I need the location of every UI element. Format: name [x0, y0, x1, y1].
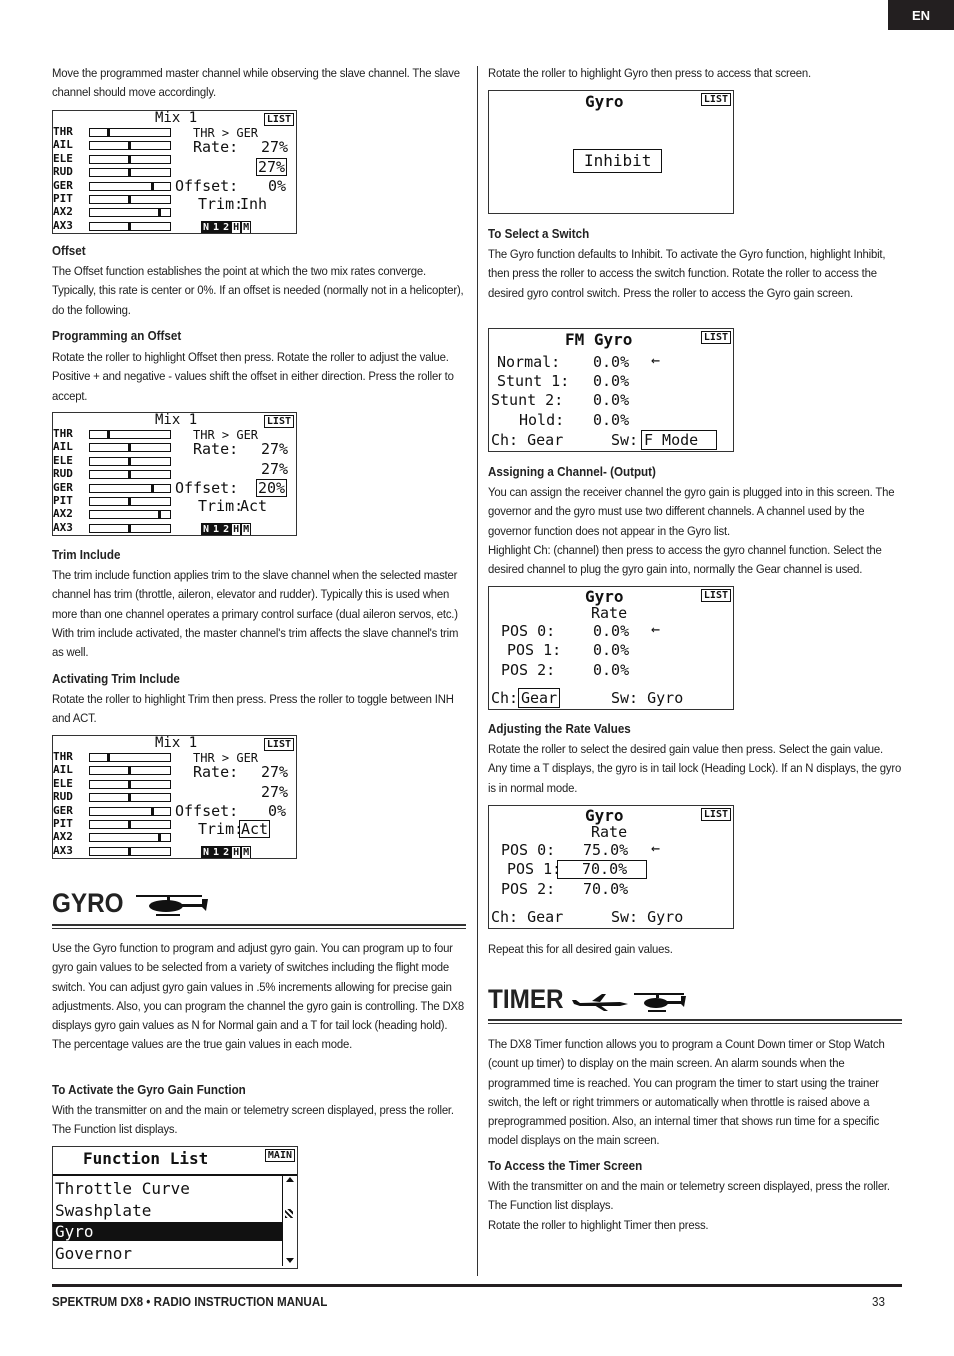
channel-bar	[89, 168, 171, 177]
flight-mode-m: M	[243, 222, 250, 233]
paragraph-adjust-rate: Rotate the roller to select the desired gain value then press. Select the gain value. Any time a T displays, the gyro is in tail lock (Heading Lock). If an N displays, the gyro is in normal mode.	[488, 742, 902, 795]
scroll-thumb[interactable]	[285, 1209, 293, 1218]
fm-row-hold-label: Hold:	[519, 411, 565, 429]
channel-label-ger: GER	[53, 178, 73, 192]
channel-label: Ch:	[491, 689, 519, 707]
rate-value-2[interactable]: 27%	[258, 158, 286, 176]
channel-label-thr: THR	[53, 750, 73, 763]
rate-value-2: 27%	[261, 460, 289, 478]
pos2-value[interactable]: 70.0%	[583, 880, 629, 898]
channel-label-pit: PIT	[53, 494, 73, 507]
channel-label-pit: PIT	[53, 817, 73, 830]
timer-rule-thin	[488, 1023, 902, 1024]
pos0-value[interactable]: 0.0%	[593, 622, 630, 640]
main-badge: MAIN	[265, 1149, 295, 1162]
gyro-title: Gyro	[585, 806, 624, 825]
flight-mode-m: M	[243, 524, 250, 535]
offset-value[interactable]: 20%	[258, 479, 286, 497]
channel-bar	[89, 195, 171, 204]
channel-bar	[89, 780, 171, 789]
fm-row-hold-value[interactable]: 0.0%	[593, 411, 630, 429]
mix-title: Mix 1	[155, 735, 198, 751]
channel-label-ail: AIL	[53, 440, 73, 454]
timer-rule	[488, 1019, 902, 1021]
fm-row-stunt2-label: Stunt 2:	[491, 391, 564, 409]
function-list-screen	[52, 1146, 298, 1269]
channel-bar	[89, 807, 171, 816]
trim-label: Trim:	[198, 820, 244, 838]
channel-gear[interactable]: Ch: Gear	[491, 908, 564, 926]
channel-label-ax2: AX2	[53, 205, 73, 219]
channel-bar	[89, 208, 171, 217]
paragraph-repeat: Repeat this for all desired gain values.	[488, 942, 673, 956]
paragraph-assign-channel: You can assign the receiver channel the gyro gain is plugged into in this screen. The governor and the gyro must use two different channels. A channel used by the governor function does not appear in the Gyro list.	[488, 485, 895, 538]
footer-manual-title: SPEKTRUM DX8 • RADIO INSTRUCTION MANUAL	[52, 1295, 328, 1309]
pos2-label: POS 2:	[501, 880, 556, 898]
list-badge: LIST	[701, 589, 731, 602]
footer-rule	[52, 1284, 902, 1287]
pos1-value[interactable]: 0.0%	[593, 641, 630, 659]
channel-bar	[89, 820, 171, 829]
rate-label: Rate:	[193, 138, 239, 156]
flight-mode-indicator	[201, 840, 251, 859]
pos0-label: POS 0:	[501, 622, 556, 640]
mix-title: Mix 1	[155, 110, 198, 126]
paragraph-activating-trim: Rotate the roller to highlight Trim then press. Press the roller to toggle between INH and ACT.	[52, 692, 454, 726]
gyro-rule	[52, 924, 466, 926]
channel-bar	[89, 430, 171, 439]
selection-arrow-icon: ←	[651, 839, 661, 857]
mix-screen-1	[52, 110, 297, 234]
fm-row-stunt1-label: Stunt 1:	[497, 372, 570, 390]
scrollbar[interactable]	[282, 1175, 296, 1266]
selection-arrow-icon: ←	[651, 351, 661, 369]
mix-channels: THR > GER	[193, 126, 259, 140]
scroll-up-icon[interactable]	[286, 1177, 294, 1182]
channel-bar	[89, 497, 171, 506]
mix-title: Mix 1	[155, 412, 198, 428]
trim-label: Trim:	[198, 497, 244, 515]
paragraph-access-timer: With the transmitter on and the main or telemetry screen displayed, press the roller. The Function list displays.	[488, 1179, 890, 1213]
pos2-value[interactable]: 0.0%	[593, 661, 630, 679]
fm-gyro-title: FM Gyro	[565, 330, 633, 349]
list-badge: LIST	[701, 808, 731, 821]
flight-mode-1: 1	[213, 847, 220, 858]
pos1-label: POS 1:	[507, 641, 562, 659]
channel-bar	[89, 524, 171, 533]
channel-label-rud: RUD	[53, 165, 73, 179]
trim-value: Inh	[240, 195, 268, 213]
channel-gear[interactable]: Gear	[518, 688, 560, 708]
paragraph-offset: The Offset function establishes the point at which the two mix rates converge. Typically, this rate is center or 0%. If an offset is needed (normally not in a helicopter), do the following.	[52, 264, 464, 317]
heading-assign-channel: Assigning a Channel- (Output)	[488, 465, 656, 479]
selection-arrow-icon: ←	[651, 620, 661, 638]
channel-label-ele: ELE	[53, 151, 73, 165]
list-badge: LIST	[701, 331, 731, 344]
flight-mode-n: N	[203, 524, 210, 535]
offset-label: Offset:	[175, 802, 239, 820]
channel-label-ax2: AX2	[53, 830, 73, 844]
scroll-down-icon[interactable]	[286, 1258, 294, 1263]
pos2-label: POS 2:	[501, 661, 556, 679]
channel-label-ail: AIL	[53, 138, 73, 152]
channel-label-ax3: AX3	[53, 843, 73, 857]
channel-bar	[89, 470, 171, 479]
mix-channels: THR > GER	[193, 428, 259, 442]
pos0-label: POS 0:	[501, 841, 556, 859]
paragraph-programming-offset: Rotate the roller to highlight Offset then press. Rotate the roller to adjust the value. Positive + and negative - values shift the offset in either direction. Press the roller to accept.	[52, 350, 454, 403]
flight-mode-h: H	[233, 847, 240, 858]
channel-label-ele: ELE	[53, 776, 73, 790]
flight-mode-1: 1	[213, 222, 220, 233]
flight-mode-indicator	[201, 215, 251, 234]
trim-label: Trim:	[198, 195, 244, 213]
rate-label: Rate:	[193, 440, 239, 458]
flight-mode-n: N	[203, 847, 210, 858]
rate-value-1: 27%	[261, 763, 289, 781]
gyro-title: Gyro	[585, 92, 624, 111]
fm-row-normal-value[interactable]: 0.0%	[593, 353, 630, 371]
channel-bar	[89, 484, 171, 493]
list-badge: LIST	[264, 113, 294, 126]
rate-subtitle: Rate	[591, 823, 628, 841]
flight-mode-n: N	[203, 222, 210, 233]
heading-access-timer: To Access the Timer Screen	[488, 1159, 643, 1173]
section-title-timer: TIMER	[488, 984, 564, 1014]
switch-gyro[interactable]: Sw: Gyro	[611, 908, 684, 926]
helicopter-icon	[128, 893, 210, 919]
channel-label-ax2: AX2	[53, 507, 73, 521]
paragraph-activate-gyro: With the transmitter on and the main or telemetry screen displayed, press the roller. The Function list displays.	[52, 1103, 454, 1137]
flight-mode-1: 1	[213, 524, 220, 535]
channel-label-ax3: AX3	[53, 520, 73, 534]
heading-programming-offset: Programming an Offset	[52, 329, 182, 343]
trim-value[interactable]: Act	[241, 820, 269, 838]
channel-bar	[89, 457, 171, 466]
channel-bar	[89, 443, 171, 452]
rate-value-1: 27%	[261, 440, 289, 458]
function-item-gyro[interactable]: Gyro	[53, 1222, 282, 1241]
flight-mode-2: 2	[223, 222, 230, 233]
channel-bar	[89, 833, 171, 842]
function-item-governor[interactable]: Governor	[55, 1244, 133, 1263]
paragraph-assign-channel-2: Highlight Ch: (channel) then press to access the gyro channel function. Select the desired channel to plug the gyro gain into, normally the Gear channel is used.	[488, 543, 882, 577]
trim-value: Act	[240, 497, 268, 515]
heading-activating-trim: Activating Trim Include	[52, 672, 180, 686]
flight-mode-m: M	[243, 847, 250, 858]
paragraph-trim-include: The trim include function applies trim to the slave channel when the selected master channel has trim (throttle, aileron, elevator and rudder). Typically this is used when more than one channel operates a primary control surface (dual aileron servos, etc.) With trim include activated, the master channel's trim affects the slave channel's trim as well.	[52, 568, 459, 660]
function-item-throttle-curve[interactable]: Throttle Curve	[55, 1179, 190, 1198]
function-item-swashplate[interactable]: Swashplate	[55, 1201, 152, 1220]
channel-label-ele: ELE	[53, 453, 73, 467]
flight-mode-h: H	[233, 524, 240, 535]
pos0-value[interactable]: 75.0%	[583, 841, 629, 859]
channel-label-rud: RUD	[53, 790, 73, 804]
offset-value: 0%	[268, 802, 287, 820]
offset-value: 0%	[268, 177, 287, 195]
channel-label-pit: PIT	[53, 192, 73, 205]
paragraph-gyro: Use the Gyro function to program and adjust gyro gain. You can program up to four gyro gain values to be selected from a variety of switches including the flight mode switch. You can adjust gyro gain values in .5% increments allowing for precise gain adjustments. Also, you can program the channel the gyro gain is controlling. The DX8 displays gyro gain values as N for Normal gain and a T for tail lock (heading hold). The percentage values are the true gain values in each mode.	[52, 941, 464, 1052]
channel-bar	[89, 182, 171, 191]
title-underline	[53, 1174, 297, 1176]
channel-label-thr: THR	[53, 125, 73, 138]
fm-row-normal-label: Normal:	[497, 353, 561, 371]
mix-screen-2	[52, 412, 297, 536]
channel-label-thr: THR	[53, 427, 73, 440]
channel-bar	[89, 847, 171, 856]
flight-mode-2: 2	[223, 847, 230, 858]
channel-bar	[89, 766, 171, 775]
channel-bar	[89, 793, 171, 802]
gyro-title: Gyro	[585, 587, 624, 606]
inhibit-switch[interactable]: Inhibit	[573, 149, 662, 173]
rate-subtitle: Rate	[591, 604, 628, 622]
page-number: 33	[872, 1295, 885, 1309]
switch-label: Sw:	[611, 431, 639, 449]
pos1-label: POS 1:	[507, 860, 562, 878]
channel-bar	[89, 155, 171, 164]
gyro-rate-screen-1	[488, 586, 734, 710]
channel-bar	[89, 510, 171, 519]
paragraph-select-switch: The Gyro function defaults to Inhibit. To activate the Gyro function, highlight Inhibit, then press the roller to access the switch function. Rotate the roller to access the desired gyro control switch. Press the roller to access the Gyro gain screen.	[488, 247, 886, 300]
offset-label: Offset:	[175, 177, 239, 195]
flight-mode-indicator	[201, 517, 251, 536]
airplane-icon	[570, 992, 630, 1012]
list-badge: LIST	[701, 93, 731, 106]
flight-mode-h: H	[233, 222, 240, 233]
heading-offset: Offset	[52, 244, 86, 258]
channel-label-ax3: AX3	[53, 218, 73, 232]
channel-label-ger: GER	[53, 480, 73, 494]
channel-bar	[89, 141, 171, 150]
pos1-value[interactable]: 70.0%	[557, 860, 647, 879]
section-title-gyro: GYRO	[52, 888, 124, 918]
channel-bar	[89, 222, 171, 231]
mix-channels: THR > GER	[193, 751, 259, 765]
channel-bar	[89, 128, 171, 137]
gyro-inhibit-screen	[488, 90, 734, 214]
rate-value-2: 27%	[261, 783, 289, 801]
channel-bar	[89, 753, 171, 762]
channel-gear[interactable]: Ch: Gear	[491, 431, 564, 449]
mix-screen-3	[52, 735, 297, 859]
switch-f-mode[interactable]: F Mode	[641, 430, 717, 450]
paragraph-rotate-gyro: Rotate the roller to highlight Gyro then press to access that screen.	[488, 66, 811, 80]
heading-select-switch: To Select a Switch	[488, 227, 590, 241]
flight-mode-2: 2	[223, 524, 230, 535]
paragraph-timer: The DX8 Timer function allows you to program a Count Down timer or Stop Watch (count up timer) to display on the main screen. An alarm sounds when the programmed time is reached. You can program the timer to start using the trainer switch, the left or right trimmers or automatically when throttle is raised above a preprogrammed position. Also, an internal timer that shows run time for a specific model displays on the main screen.	[488, 1037, 885, 1148]
list-badge: LIST	[264, 415, 294, 428]
heading-trim-include: Trim Include	[52, 548, 121, 562]
fm-row-stunt1-value[interactable]: 0.0%	[593, 372, 630, 390]
heading-activate-gyro: To Activate the Gyro Gain Function	[52, 1083, 246, 1097]
function-list-title: Function List	[83, 1149, 209, 1168]
channel-label-ail: AIL	[53, 763, 73, 777]
fm-row-stunt2-value[interactable]: 0.0%	[593, 391, 630, 409]
offset-label: Offset:	[175, 479, 239, 497]
fm-gyro-screen	[488, 328, 734, 452]
rate-label: Rate:	[193, 763, 239, 781]
paragraph-move-master: Move the programmed master channel while observing the slave channel. The slave channel should move accordingly.	[52, 66, 460, 100]
channel-label-rud: RUD	[53, 467, 73, 481]
switch-gyro[interactable]: Sw: Gyro	[611, 689, 684, 707]
helicopter-icon	[628, 992, 688, 1014]
gyro-rule-thin	[52, 928, 466, 929]
language-tab[interactable]: EN	[888, 0, 954, 30]
gyro-rate-screen-2	[488, 805, 734, 929]
rate-value-1: 27%	[261, 138, 289, 156]
channel-label-ger: GER	[53, 803, 73, 817]
paragraph-access-timer-2: Rotate the roller to highlight Timer then press.	[488, 1218, 709, 1232]
column-divider	[477, 66, 478, 1276]
list-badge: LIST	[264, 738, 294, 751]
heading-adjust-rate: Adjusting the Rate Values	[488, 722, 631, 736]
